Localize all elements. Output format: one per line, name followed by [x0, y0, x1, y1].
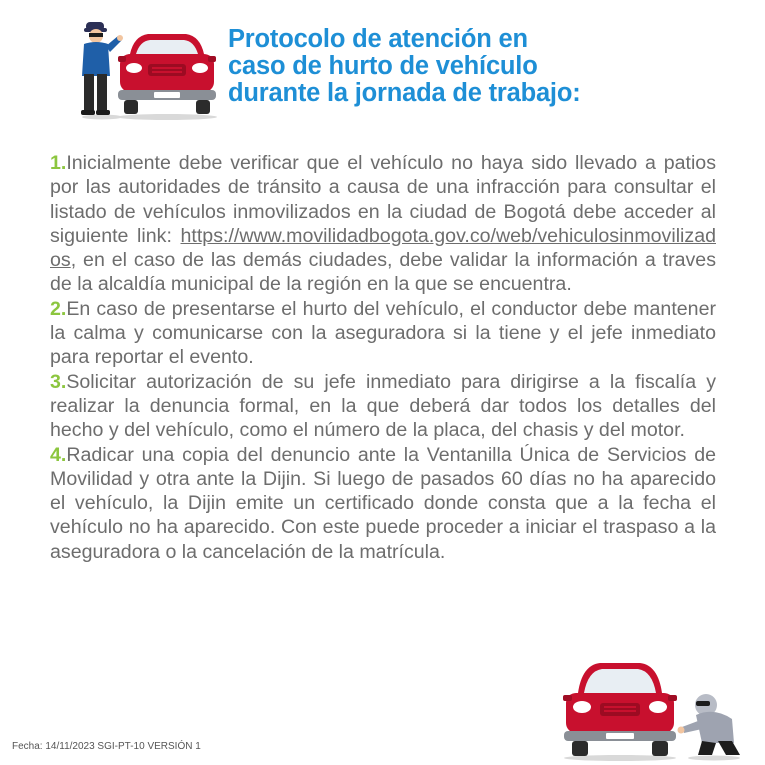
step-text: En caso de presentarse el hurto del vehículo, el conductor debe mantener la calma y comunicarse con la aseguradora si la tiene y el jefe inmediato para reportar el evento. — [50, 297, 716, 369]
document-footer: Fecha: 14/11/2023 SGI-PT-10 VERSIÓN 1 — [12, 741, 201, 752]
step-number: 4. — [50, 443, 67, 466]
step-number: 3. — [50, 370, 67, 393]
step-4 — [50, 443, 716, 564]
crouching-thief-figure — [678, 694, 741, 761]
step-text: Solicitar autorización de su jefe inmediato para dirigirse a la fiscalía y realizar la denuncia formal, en la que deberá dar todos los detalles del hecho y del vehículo, como el número de la placa, del chasis y del motor. — [50, 370, 716, 442]
title-line: Protocolo de atención en — [228, 25, 528, 53]
step-text: , en el caso de las demás ciudades, debe validar la información a traves de la alcaldía municipal de la región en la que se encuentra. — [50, 249, 716, 296]
page-title — [228, 26, 748, 107]
crouching-thief-with-car-illustration — [556, 655, 744, 761]
step-text: Radicar una copia del denuncio ante la Ventanilla Única de Servicios de Movilidad y otra ante la Dijin. Si luego de pasados 60 días no ha aparecido el vehículo, la Dijin emite un certificado donde consta que a la fecha el vehículo no ha aparecido. Con este puede proceder a iniciar el traspaso a la aseguradora o la cancelación de la matrícula. — [50, 443, 716, 563]
title-line: caso de hurto de vehículo — [228, 52, 538, 80]
vehiculos-inmovilizados-link[interactable]: https://www.movilidadbogota.gov.co/web/vehiculosinmovilizados — [50, 224, 716, 272]
title-line: durante la jornada de trabajo: — [228, 79, 581, 107]
step-number: 2. — [50, 297, 67, 320]
step-number: 1. — [50, 152, 67, 174]
step-1 — [50, 151, 716, 297]
step-text: Inicialmente debe verificar que el vehículo no haya sido llevado a patios por las autoridades de tránsito a causa de una infracción para consultar el listado de vehículos inmovilizados en la ciudad de Bogotá debe acceder al siguiente link: — [50, 152, 716, 247]
red-car-front — [563, 663, 677, 761]
thief-figure — [81, 22, 123, 120]
protocol-steps — [50, 151, 716, 564]
thief-with-car-illustration — [72, 14, 222, 120]
step-3 — [50, 370, 716, 443]
step-2 — [50, 297, 716, 370]
red-car-front — [117, 34, 217, 120]
